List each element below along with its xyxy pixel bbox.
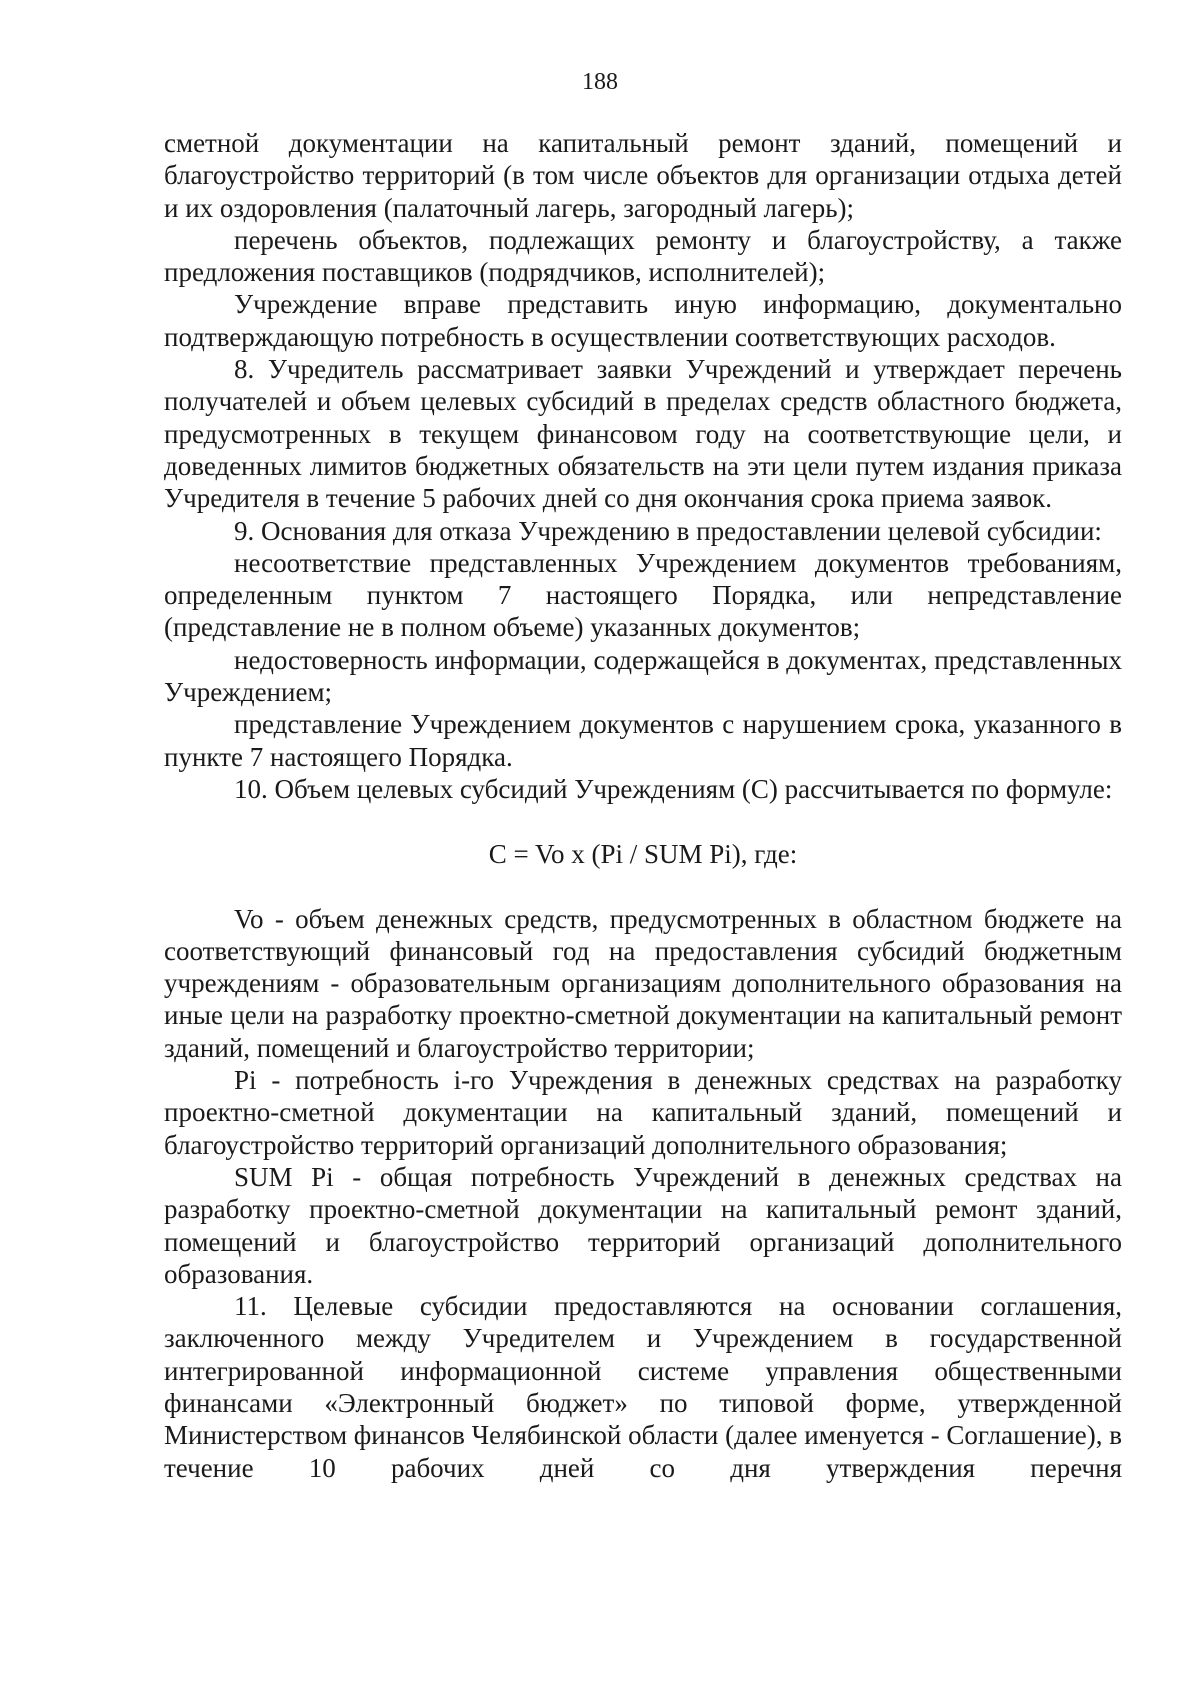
paragraph: представление Учреждением документов с нарушением срока, указанного в пункте 7 настоящего Порядка. (164, 709, 1122, 772)
paragraph: 10. Объем целевых субсидий Учреждениям (С) рассчитывается по формуле: (234, 773, 1113, 804)
paragraph: Vo - объем денежных средств, предусмотренных в областном бюджете на соответствующий финансовый год на предоставления субсидий бюджетным учреждениям - образовательным организациям дополнительного образования на иные цели на разработку проектно-сметной документации на капитальный ремонт зданий, помещений и благоустройство территории; (164, 903, 1122, 1063)
paragraph: несоответствие представленных Учреждением документов требованиям, определенным пунктом 7 настоящего Порядка, или непредставление (представление не в полном объеме) указанных документов; (164, 547, 1122, 643)
paragraph: 8. Учредитель рассматривает заявки Учреждений и утверждает перечень получателей и объем целевых субсидий в пределах средств областного бюджета, предусмотренных в текущем финансовом году на соответствующие цели, и доведенных лимитов бюджетных обязательств на эти цели путем издания приказа Учредителя в течение 5 рабочих дней со дня окончания срока приема заявок. (164, 354, 1122, 514)
paragraph: 11. Целевые субсидии предоставляются на основании соглашения, заключенного между Учредителем и Учреждением в государственной интегрированной информационной системе управления общественными финансами «Электронный бюджет» по типовой форме, утвержденной Министерством финансов Челябинской области (далее именуется - Соглашение), в течение 10 рабочих дней со дня утверждения перечня (164, 1291, 1122, 1483)
paragraph: сметной документации на капитальный ремонт зданий, помещений и благоустройство территорий (в том числе объектов для организации отдыха детей и их оздоровления (палаточный лагерь, загородный лагерь); (164, 128, 1122, 223)
paragraph: перечень объектов, подлежащих ремонту и благоустройству, а также предложения поставщиков (подрядчиков, исполнителей); (164, 224, 1122, 288)
paragraph: 9. Основания для отказа Учреждению в предоставлении целевой субсидии: (234, 515, 1102, 546)
formula: C = Vo x (Pi / SUM Pi), где: (488, 839, 798, 870)
paragraph: недостоверность информации, содержащейся в документах, представленных Учреждением; (164, 644, 1122, 708)
paragraph: SUM Pi - общая потребность Учреждений в денежных средствах на разработку проектно-сметной документации на капитальный ремонт зданий, помещений и благоустройство территорий организаций дополнительного образования. (164, 1161, 1122, 1289)
paragraph: Учреждение вправе представить иную информацию, документально подтверждающую потребность в осуществлении соответствующих расходов. (164, 289, 1122, 352)
page-number: 188 (582, 69, 618, 95)
document-body (164, 127, 1122, 1484)
paragraph: Pi - потребность i-го Учреждения в денежных средствах на разработку проектно-сметной документации на капитальный зданий, помещений и благоустройство территорий организаций дополнительного образования; (164, 1065, 1122, 1160)
